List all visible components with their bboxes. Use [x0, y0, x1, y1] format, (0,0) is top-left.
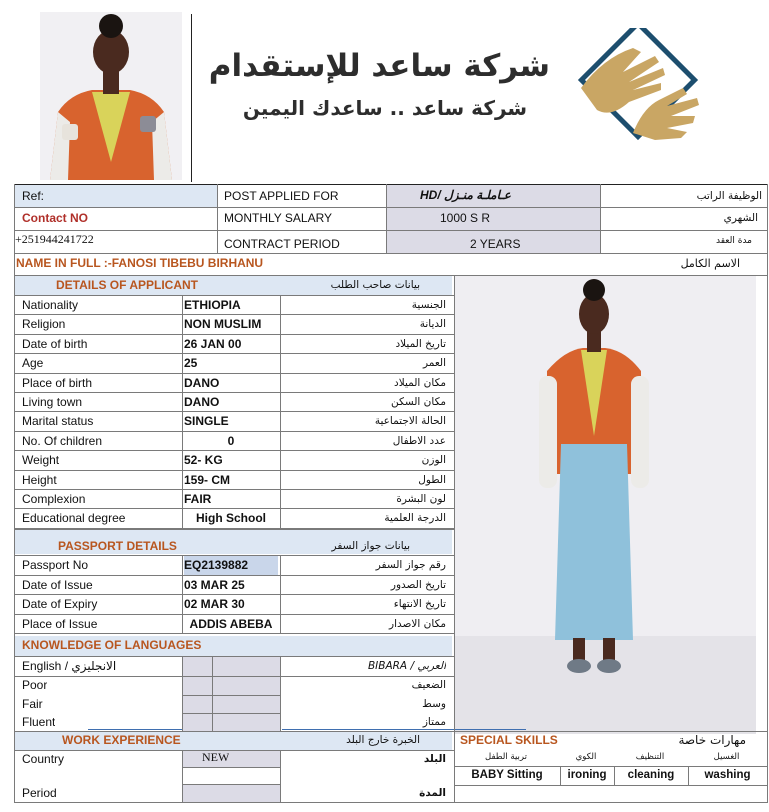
applicant-label-ar: الطول	[418, 473, 446, 486]
passport-label-ar: تاريخ الانتهاء	[393, 598, 446, 610]
applicant-value: SINGLE	[184, 414, 229, 429]
passport-label-ar: مكان الاصدار	[389, 617, 446, 630]
language-level-label-ar: ممتاز	[422, 716, 446, 728]
passport-label-ar: رقم جواز السفر	[375, 559, 446, 571]
applicant-value: 25	[184, 356, 198, 371]
column-divider	[212, 656, 213, 731]
work-experience-title: WORK EXPERIENCE	[62, 733, 181, 747]
applicant-label: Date of birth	[22, 336, 88, 351]
passport-label: Passport No	[22, 558, 89, 572]
applicant-label-ar: لون البشرة	[396, 493, 446, 505]
post-applied-value: HD/ عـاملـة منـزل	[420, 188, 511, 202]
language-level-label-ar: وسط	[422, 697, 446, 710]
applicant-full-photo	[455, 276, 756, 734]
applicant-label-ar: عدد الاطفال	[392, 434, 446, 447]
applicant-label: Complexion	[22, 492, 86, 506]
languages-section-title: KNOWLEDGE OF LANGUAGES	[22, 638, 202, 652]
country-label-ar: البلد	[423, 753, 446, 765]
row-divider	[454, 766, 768, 767]
post-applied-label: POST APPLIED FOR	[224, 189, 339, 203]
language-level-label: Fluent	[22, 715, 56, 729]
country-label: Country	[22, 752, 65, 766]
column-divider	[280, 556, 281, 634]
applicant-value: FAIR	[184, 492, 212, 506]
full-name: NAME IN FULL :-FANOSI TIBEBU BIRHANU	[16, 256, 264, 270]
header	[0, 0, 769, 182]
column-divider	[614, 766, 615, 785]
row-divider	[182, 695, 280, 696]
skill-label-ar: الكوي	[575, 752, 597, 762]
contract-period-value: 2 YEARS	[470, 237, 521, 251]
company-logo	[563, 28, 713, 160]
post-applied-label-ar: الوظيفة الراتب	[696, 190, 762, 202]
applicant-value: DANO	[184, 375, 220, 390]
column-divider	[182, 296, 183, 529]
row-divider	[182, 713, 280, 714]
applicant-value: DANO	[184, 395, 220, 409]
applicant-value: NON MUSLIM	[184, 317, 262, 332]
applicant-label: Age	[22, 356, 44, 371]
applicant-label-ar: العمر	[422, 357, 446, 370]
arabic-language-label: BIBARA / العربي	[367, 660, 446, 672]
skill-label: cleaning	[627, 769, 675, 781]
contract-period-label-ar: مدة العقد	[716, 236, 752, 246]
applicant-label-ar: الجنسية	[411, 299, 446, 311]
applicant-value: 26 JAN 00	[184, 336, 242, 351]
applicant-value: High School	[196, 511, 266, 526]
language-level-label-ar: الضعيف	[411, 679, 446, 691]
skill-label: washing	[704, 769, 751, 781]
passport-value: 02 MAR 30	[184, 597, 245, 611]
passport-value: EQ2139882	[184, 556, 278, 575]
work-experience-title-ar: الخبرة خارج البلد	[346, 734, 420, 746]
salary-label: MONTHLY SALARY	[224, 211, 333, 225]
passport-section-title-ar: بيانات جواز السفر	[331, 540, 410, 552]
applicant-label-ar: الديانة	[419, 318, 446, 331]
passport-section-title: PASSPORT DETAILS	[58, 539, 177, 553]
passport-label-ar: تاريخ الصدور	[390, 578, 446, 591]
applicant-label: Height	[22, 472, 57, 487]
language-level-label: Fair	[22, 696, 43, 711]
applicant-label: Weight	[22, 453, 60, 468]
country-value: NEW	[202, 750, 230, 764]
applicant-value: 0	[227, 433, 235, 448]
salary-label-ar: الشهري	[723, 212, 758, 224]
applicant-label-ar: الحالة الاجتماعية	[374, 415, 446, 428]
applicant-label: Marital status	[22, 414, 94, 429]
applicant-label: No. Of children	[22, 433, 103, 448]
passport-value: ADDIS ABEBA	[189, 616, 273, 631]
column-divider	[182, 556, 183, 634]
skill-label-ar: التنظيف	[635, 752, 665, 762]
applicant-label: Living town	[22, 395, 83, 409]
contact-label: Contact NO	[22, 211, 88, 225]
applicant-label-ar: مكان السكن	[391, 396, 446, 408]
passport-label: Date of Expiry	[22, 597, 98, 611]
applicant-label-ar: مكان الميلاد	[394, 376, 446, 389]
period-label-ar: المدة	[419, 787, 446, 799]
full-name-label-ar: الاسم الكامل	[680, 257, 740, 270]
applicant-label: Nationality	[22, 298, 79, 312]
passport-value: 03 MAR 25	[184, 577, 245, 592]
language-level-label: Poor	[22, 678, 48, 692]
period-label: Period	[22, 786, 57, 800]
applicant-label-ar: الوزن	[421, 454, 446, 467]
column-divider	[280, 656, 281, 731]
applicant-value: 159- CM	[184, 472, 231, 487]
special-skills-title: SPECIAL SKILLS	[460, 733, 558, 747]
applicant-label: Educational degree	[22, 511, 126, 526]
column-divider	[688, 766, 689, 785]
company-name: شركة ساعد للإستقدام	[208, 48, 550, 84]
column-divider	[182, 656, 183, 731]
salary-value: 1000 S R	[440, 211, 491, 225]
applicant-section-title: DETAILS OF APPLICANT	[56, 278, 198, 292]
applicant-value: 52- KG	[184, 453, 223, 468]
skill-label-ar: الغسيل	[713, 752, 740, 762]
applicant-section-title-ar: بيانات صاحب الطلب	[330, 279, 420, 291]
applicant-label: Place of birth	[22, 375, 93, 390]
applicant-portrait	[40, 12, 182, 180]
passport-label: Date of Issue	[22, 577, 93, 592]
special-skills-title-ar: مهارات خاصة	[678, 733, 746, 747]
ref-label: Ref:	[22, 189, 45, 203]
contact-value: +251944241722	[15, 232, 94, 246]
passport-label: Place of Issue	[22, 616, 98, 631]
skill-label-ar: تربية الطفل	[485, 752, 527, 762]
contract-period-label: CONTRACT PERIOD	[224, 237, 340, 251]
skill-label: ironing	[567, 769, 607, 781]
column-divider	[280, 296, 281, 529]
applicant-label: Religion	[22, 317, 66, 332]
applicant-label-ar: الدرجة العلمية	[384, 512, 446, 525]
column-divider	[560, 766, 561, 785]
applicant-label-ar: تاريخ الميلاد	[395, 337, 446, 350]
row-divider	[14, 633, 454, 634]
skill-label: BABY Sitting	[471, 769, 543, 781]
row-divider	[14, 676, 454, 677]
row-divider	[454, 785, 768, 786]
applicant-value: ETHIOPIA	[184, 298, 241, 312]
company-slogan: شركة ساعد .. ساعدك اليمين	[242, 96, 528, 120]
english-label: English / الانجليزي	[22, 659, 117, 673]
